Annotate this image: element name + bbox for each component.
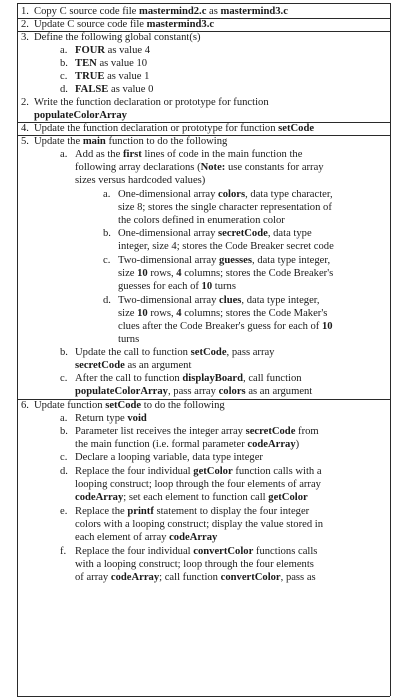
item-text: colors with a looping construct; display the value stored in (75, 519, 324, 530)
item-number: 2. (21, 19, 29, 30)
item-number: c. (103, 255, 111, 266)
item-text: codeArray; set each element to function call getColor (75, 492, 308, 503)
item-text: Update function setCode to do the following (34, 400, 225, 411)
item-text: populateColorArray (34, 110, 127, 121)
item-text: Replace the four individual convertColor functions calls (75, 546, 318, 557)
item-number: 2. (21, 97, 29, 108)
item-text: TEN as value 10 (75, 58, 148, 69)
item-number: 5. (21, 136, 29, 147)
item-number: e. (60, 506, 68, 517)
item-number: a. (103, 189, 111, 200)
item-text: secretCode as an argument (75, 360, 192, 371)
item-number: b. (60, 347, 68, 358)
item-number: d. (103, 295, 111, 306)
item-text: Add as the first lines of code in the main function the (75, 149, 303, 160)
item-number: b. (60, 58, 68, 69)
item-number: 4. (21, 123, 29, 134)
item-text: populateColorArray, pass array colors as an argument (75, 386, 313, 397)
item-text: the main function (i.e. formal parameter codeArray) (75, 439, 300, 450)
item-text: Define the following global constant(s) (34, 32, 201, 43)
item-text: clues after the Code Breaker's guess for each of 10 (118, 321, 333, 332)
item-text: looping construct; loop through the four elements of array (75, 479, 321, 490)
item-number: a. (60, 149, 68, 160)
item-text: following array declarations (Note: use constants for array (75, 162, 324, 173)
item-text: Parameter list receives the integer array secretCode from (75, 426, 319, 437)
item-text: Two-dimensional array clues, data type integer, (118, 295, 320, 306)
item-text: each element of array codeArray (75, 532, 218, 543)
item-number: a. (60, 413, 68, 424)
item-text: After the call to function displayBoard, call function (75, 373, 302, 384)
item-text: Two-dimensional array guesses, data type integer, (118, 255, 331, 266)
item-number: c. (60, 452, 68, 463)
item-text: Return type void (75, 413, 147, 424)
item-number: 1. (21, 6, 29, 17)
item-text: One-dimensional array colors, data type character, (118, 189, 333, 200)
item-text: Update the main function to do the following (34, 136, 228, 147)
item-text: Update the function declaration or prototype for function setCode (34, 123, 315, 134)
item-text: guesses for each of 10 turns (118, 281, 236, 292)
item-text: Update the call to function setCode, pass array (75, 347, 275, 358)
item-text: size 10 rows, 4 columns; stores the Code Breaker's (118, 268, 334, 279)
item-number: d. (60, 466, 68, 477)
item-text: size 10 rows, 4 columns; stores the Code Maker's (118, 308, 328, 319)
item-text: turns (118, 334, 140, 345)
item-text: Copy C source code file mastermind2.c as mastermind3.c (34, 6, 288, 17)
item-text: Replace the printf statement to display the four integer (75, 506, 310, 517)
item-text: with a looping construct; loop through the four elements (75, 559, 314, 570)
item-text: of array codeArray; call function convertColor, pass as (75, 572, 316, 583)
item-number: f. (60, 546, 67, 557)
table-rule (17, 696, 390, 697)
item-number: c. (60, 71, 68, 82)
item-number: d. (60, 84, 68, 95)
item-text: Replace the four individual getColor function calls with a (75, 466, 322, 477)
item-number: c. (60, 373, 68, 384)
item-text: One-dimensional array secretCode, data type (118, 228, 312, 239)
item-number: 6. (21, 400, 29, 411)
item-text: the colors defined in enumeration color (118, 215, 285, 226)
item-text: Update C source code file mastermind3.c (34, 19, 215, 30)
item-number: 3. (21, 32, 29, 43)
item-number: b. (60, 426, 68, 437)
item-text: sizes versus hardcoded values) (75, 175, 206, 186)
item-text: integer, size 4; stores the Code Breaker secret code (118, 241, 334, 252)
item-text: FOUR as value 4 (75, 45, 151, 56)
item-number: b. (103, 228, 111, 239)
item-text: size 8; stores the single character representation of (118, 202, 332, 213)
item-number: a. (60, 45, 68, 56)
item-text: Write the function declaration or prototype for function (34, 97, 269, 108)
item-text: TRUE as value 1 (75, 71, 150, 82)
item-text: FALSE as value 0 (75, 84, 154, 95)
table-rule (17, 3, 390, 4)
item-text: Declare a looping variable, data type integer (75, 452, 263, 463)
